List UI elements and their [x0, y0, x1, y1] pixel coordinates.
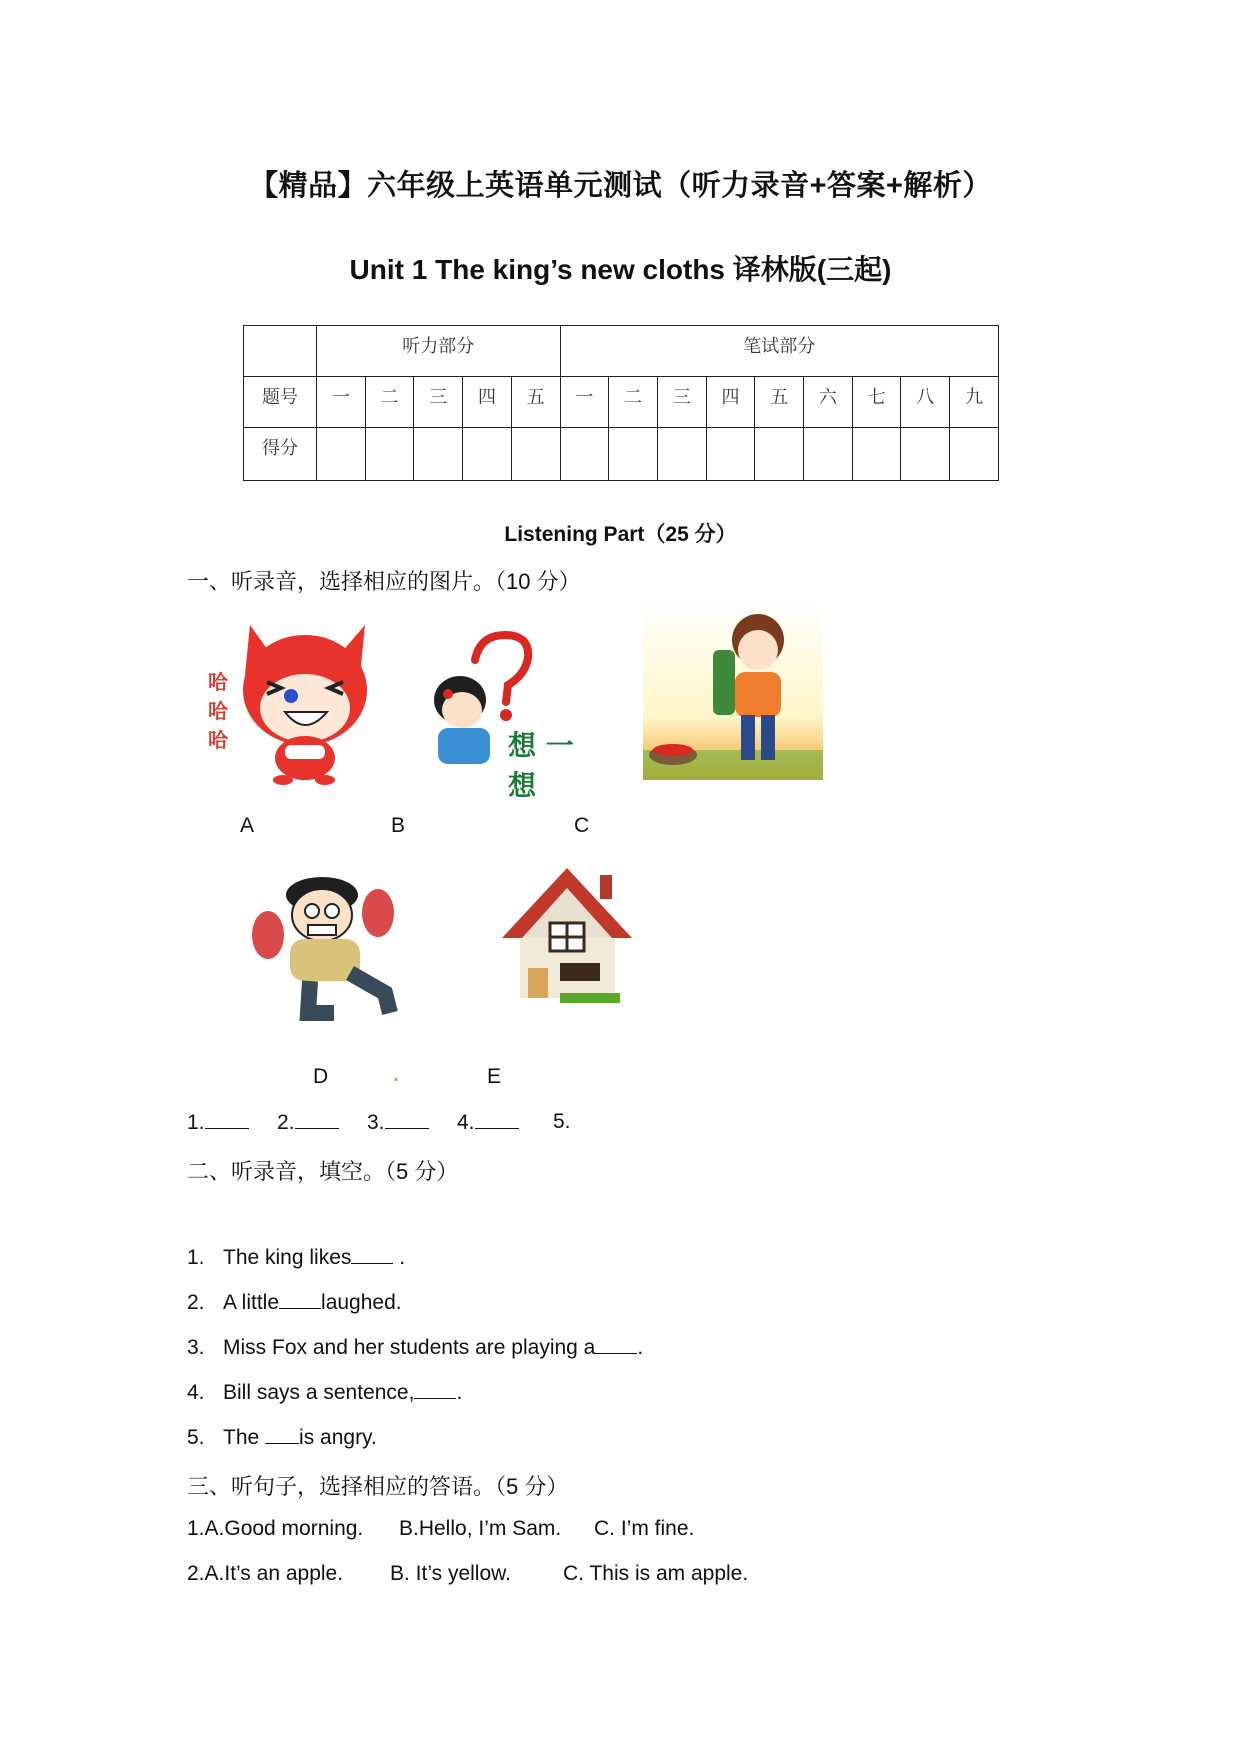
listening-header-cell: 听力部分 [317, 326, 561, 377]
laugh-char: 哈 [208, 670, 228, 694]
fill-item-4 [187, 1380, 462, 1405]
section2-heading: 二、听录音，填空。（5 分） [187, 1159, 459, 1184]
written-number-cell: 六 [804, 377, 853, 428]
written-number-cell: 一 [560, 377, 609, 428]
q1-option-a: 1.A.Good morning. [187, 1517, 364, 1540]
page-title: 【精品】六年级上英语单元测试（听力录音+答案+解析） [249, 170, 992, 202]
think-text: 想 一 想 [508, 729, 574, 802]
listening-number-cell: 四 [463, 377, 512, 428]
score-table [243, 325, 999, 481]
written-number-cell: 八 [901, 377, 950, 428]
item-number: 4. [187, 1381, 205, 1404]
q2-option-c: C. This is am apple. [563, 1562, 749, 1585]
item-text-before: The king likes [223, 1246, 352, 1269]
picture-label-c: C [574, 814, 590, 837]
item-number: 5. [187, 1426, 205, 1449]
fill-item-3 [187, 1335, 643, 1360]
item-text-after: . [637, 1336, 644, 1359]
picture-e [500, 863, 635, 1008]
item-text-before: Miss Fox and her students are playing a [223, 1336, 596, 1359]
score-cell[interactable] [511, 428, 560, 481]
laughing-fox-icon [205, 620, 375, 785]
item-text-before: The [223, 1426, 266, 1449]
answer-number: 4. [457, 1111, 475, 1134]
listening-number-cell: 三 [414, 377, 463, 428]
written-header-cell: 笔试部分 [560, 326, 998, 377]
laugh-char: 哈 [208, 728, 228, 752]
picture-c [643, 600, 823, 780]
listening-number-cell: 二 [365, 377, 414, 428]
written-number-cell: 四 [706, 377, 755, 428]
item-number: 3. [187, 1336, 205, 1359]
score-cell[interactable] [901, 428, 950, 481]
girl-with-clothes-icon [643, 600, 823, 780]
listening-number-cell: 五 [511, 377, 560, 428]
q1-option-b: B.Hello, I’m Sam. [399, 1517, 562, 1540]
score-cell[interactable] [414, 428, 463, 481]
item-number: 2. [187, 1291, 205, 1314]
item-text-before: Bill says a sentence, [223, 1381, 415, 1404]
written-number-cell: 七 [852, 377, 901, 428]
row-score-label: 得分 [244, 428, 317, 481]
score-cell[interactable] [706, 428, 755, 481]
q2-option-a: 2.A.It’s an apple. [187, 1562, 344, 1585]
fill-item-1 [187, 1245, 405, 1270]
picture-label-d: D [313, 1065, 329, 1088]
answer-blank-1[interactable] [187, 1110, 249, 1135]
score-cell[interactable] [609, 428, 658, 481]
item-text-after: laughed. [321, 1291, 402, 1314]
score-cell[interactable] [657, 428, 706, 481]
picture-label-b: B [391, 814, 406, 837]
laugh-char: 哈 [208, 699, 228, 723]
fill-blank[interactable] [279, 1290, 321, 1309]
answer-number: 5. [553, 1110, 571, 1133]
listening-number-cell: 一 [317, 377, 366, 428]
score-cell[interactable] [365, 428, 414, 481]
page-subtitle: Unit 1 The king’s new cloths 译林版(三起) [349, 254, 892, 285]
score-cell[interactable] [852, 428, 901, 481]
picture-a [205, 620, 375, 785]
picture-b [420, 630, 605, 802]
fill-item-5 [187, 1425, 377, 1450]
answer-blank-5[interactable] [553, 1110, 571, 1134]
item-text-before: A little [223, 1291, 280, 1314]
answer-number: 1. [187, 1111, 205, 1134]
picture-label-a: A [240, 814, 255, 837]
written-number-cell: 九 [950, 377, 999, 428]
answer-blank-2[interactable] [277, 1110, 339, 1135]
section1-heading: 一、听录音，选择相应的图片。（10 分） [187, 569, 581, 594]
score-cell[interactable] [755, 428, 804, 481]
answer-number: 2. [277, 1111, 295, 1134]
q2-option-b: B. It’s yellow. [390, 1562, 511, 1585]
answer-blank-4[interactable] [457, 1110, 519, 1135]
item-text-after: . [456, 1381, 463, 1404]
section3-heading: 三、听句子，选择相应的答语。（5 分） [187, 1474, 569, 1499]
score-cell[interactable] [560, 428, 609, 481]
fill-blank[interactable] [595, 1335, 637, 1354]
listening-part-heading: Listening Part（25 分） [504, 523, 737, 546]
house-icon [500, 863, 635, 1008]
written-number-cell: 二 [609, 377, 658, 428]
item-number: 1. [187, 1246, 205, 1269]
angry-man-icon [250, 873, 425, 1023]
written-number-cell: 三 [657, 377, 706, 428]
written-number-cell: 五 [755, 377, 804, 428]
answer-blank-3[interactable] [367, 1110, 429, 1135]
fill-blank[interactable] [265, 1425, 299, 1444]
score-cell[interactable] [317, 428, 366, 481]
fill-blank[interactable] [414, 1380, 456, 1399]
item-text-after: is angry. [299, 1426, 377, 1449]
table-corner-cell [244, 326, 317, 377]
score-cell[interactable] [950, 428, 999, 481]
item-text-after: . [393, 1246, 406, 1269]
answer-number: 3. [367, 1111, 385, 1134]
orange-dot: . [393, 1063, 399, 1086]
picture-label-e: E [487, 1065, 502, 1088]
score-cell[interactable] [804, 428, 853, 481]
fill-blank[interactable] [351, 1245, 393, 1264]
row-number-label: 题号 [244, 377, 317, 428]
picture-d [250, 873, 425, 1023]
fill-item-2 [187, 1290, 402, 1315]
score-cell[interactable] [463, 428, 512, 481]
q1-option-c: C. I’m fine. [594, 1517, 695, 1540]
